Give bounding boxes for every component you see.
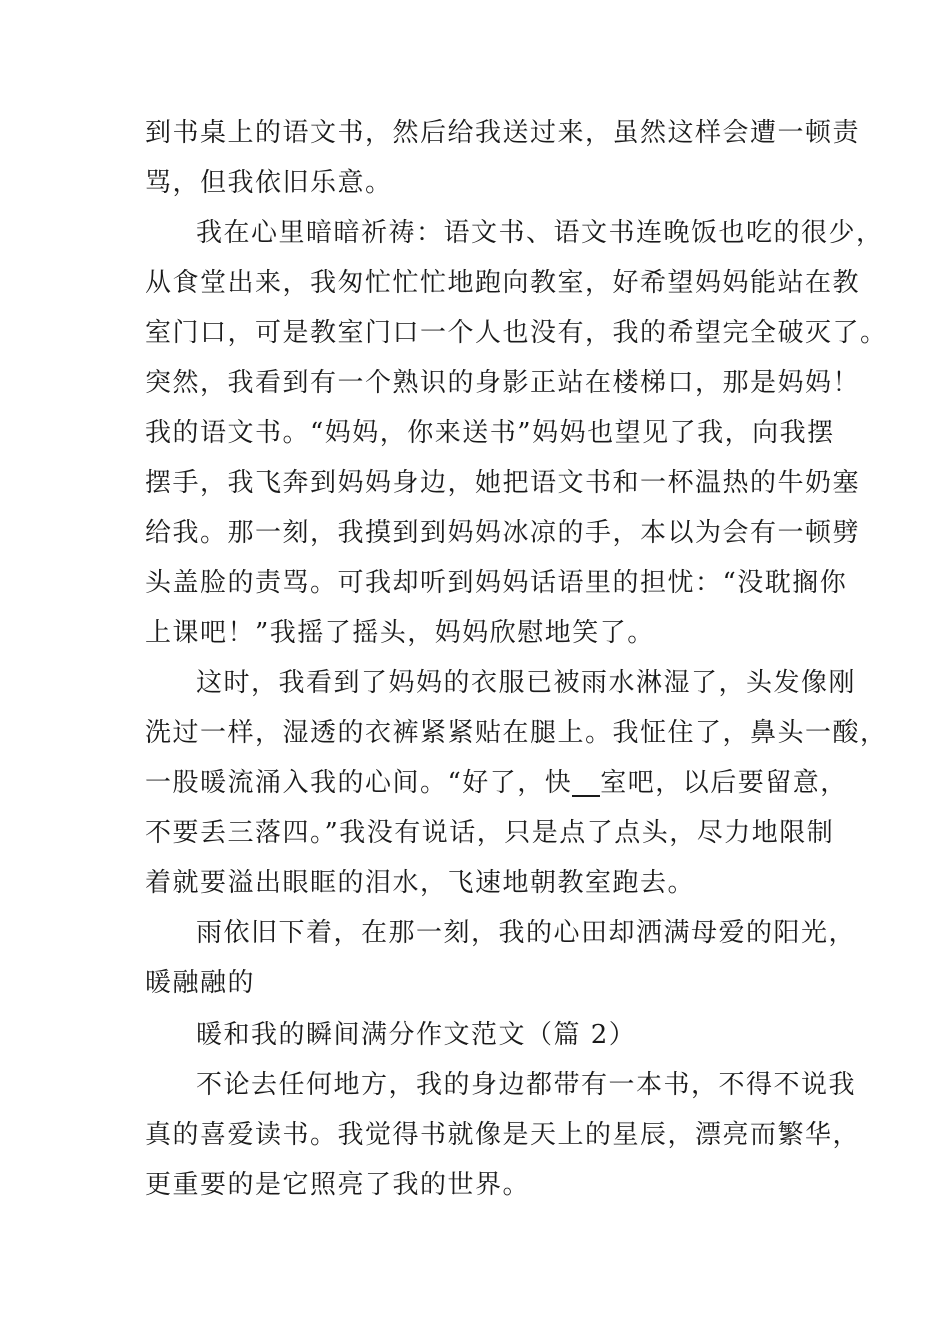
fill-in-blank (572, 769, 600, 797)
paragraph-start-line: 这时，我看到了妈妈的衣服已被雨水淋湿了，头发像刚 (196, 668, 857, 698)
text-segment: 室吧，以后要留意， (600, 768, 848, 798)
text-segment: 一股暖流涌入我的心间。“好了，快 (145, 768, 573, 798)
paragraph-start-line: 不论去任何地方，我的身边都带有一本书，不得不说我 (196, 1070, 857, 1100)
paragraph-start-line: 我在心里暗暗祈祷：语文书、语文书连晚饭也吃的很少， (196, 218, 884, 248)
text-line: 上课吧！”我摇了摇头，妈妈欣慰地笑了。 (145, 618, 655, 648)
text-line: 我的语文书。“妈妈，你来送书”妈妈也望见了我，向我摆 (145, 418, 835, 448)
text-line-with-blank (145, 768, 848, 798)
section-heading: 暖和我的瞬间满分作文范文（篇 2） (196, 1020, 637, 1050)
text-line: 更重要的是它照亮了我的世界。 (145, 1170, 531, 1200)
text-line: 室门口，可是教室门口一个人也没有，我的希望完全破灭了。 (145, 318, 888, 348)
text-line: 给我。那一刻，我摸到到妈妈冰凉的手，本以为会有一顿劈 (145, 518, 861, 548)
text-line: 洗过一样，湿透的衣裤紧紧贴在腿上。我怔住了，鼻头一酸， (145, 718, 888, 748)
text-line: 不要丢三落四。”我没有说话，只是点了点头，尽力地限制 (145, 818, 835, 848)
text-line: 骂，但我依旧乐意。 (145, 168, 393, 198)
text-line: 暖融融的 (145, 968, 256, 998)
text-line: 着就要溢出眼眶的泪水，飞速地朝教室跑去。 (145, 868, 696, 898)
text-line: 摆手，我飞奔到妈妈身边，她把语文书和一杯温热的牛奶塞 (145, 468, 861, 498)
text-line: 到书桌上的语文书，然后给我送过来，虽然这样会遭一顿责 (145, 118, 861, 148)
text-line: 头盖脸的责骂。可我却听到妈妈话语里的担忧：“没耽搁你 (145, 568, 848, 598)
paragraph-start-line: 雨依旧下着，在那一刻，我的心田却洒满母爱的阳光， (196, 918, 857, 948)
text-line: 突然，我看到有一个熟识的身影正站在楼梯口，那是妈妈！ (145, 368, 861, 398)
text-line: 真的喜爱读书。我觉得书就像是天上的星辰，漂亮而繁华， (145, 1120, 861, 1150)
text-line: 从食堂出来，我匆忙忙忙地跑向教室，好希望妈妈能站在教 (145, 268, 861, 298)
